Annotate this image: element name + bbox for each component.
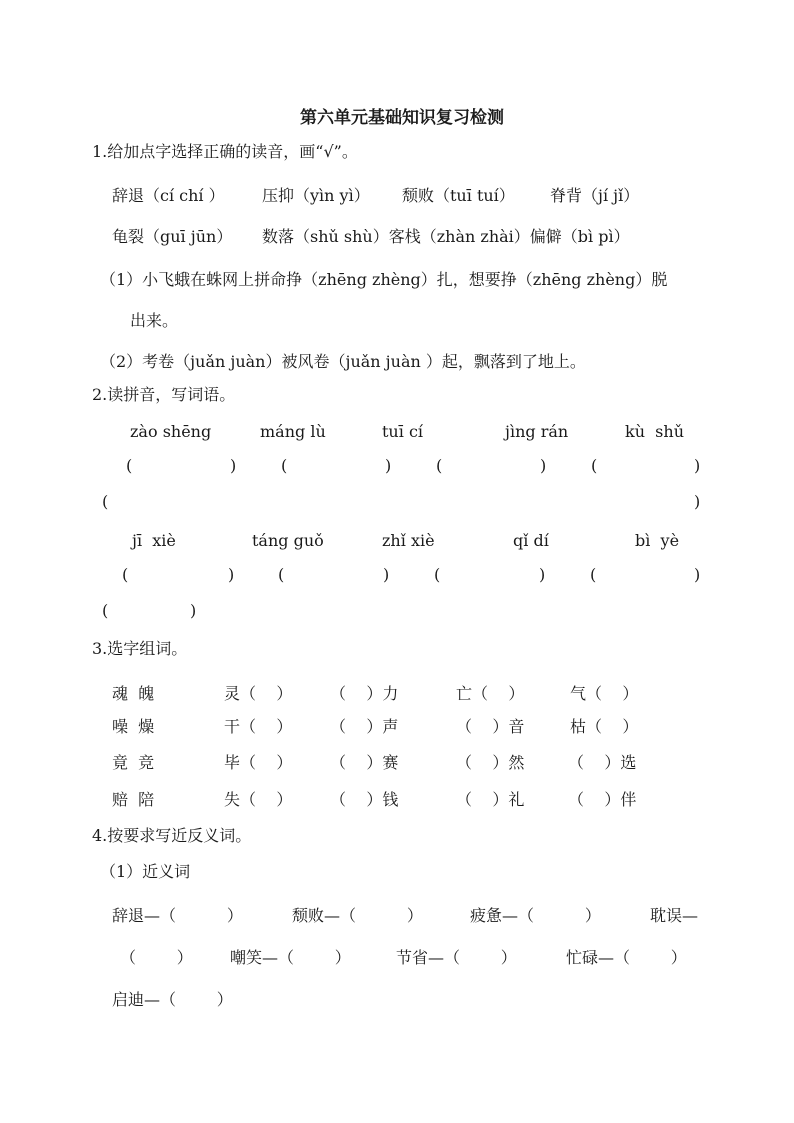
answer-paren-close: )	[190, 601, 197, 620]
synonym-item: 辞退—（ ）	[112, 906, 243, 925]
q1-sentence-1: （1）小飞蛾在蛛网上拼命挣（zhēng zhèng）扎，想要挣（zhēng zhèng）脱	[100, 270, 668, 289]
answer-paren-close: )	[385, 456, 392, 475]
pinyin: zào shēng	[130, 422, 212, 441]
pinyin: táng guǒ	[252, 531, 324, 550]
synonym-item: 颓败—（ ）	[292, 906, 423, 925]
q1-sentence-2: （2）考卷（juǎn juàn）被风卷（juǎn juàn ）起，飘落到了地上。	[100, 352, 586, 371]
synonym-item: 嘲笑—（ ）	[230, 948, 351, 967]
answer-paren-open: (	[591, 456, 598, 475]
q3-blank: 亡（ ）	[456, 684, 525, 703]
answer-paren-open: (	[126, 456, 133, 475]
answer-paren-open: (	[434, 565, 441, 584]
synonym-item: 耽误—	[650, 906, 699, 925]
q4-sub-heading: （1）近义词	[100, 862, 191, 881]
answer-paren-open: (	[122, 565, 129, 584]
q3-chars: 噪 燥	[112, 717, 155, 736]
q1-item: 压抑（yìn yì）	[262, 186, 370, 205]
q1-sentence-1-cont: 出来。	[130, 311, 179, 330]
synonym-item: 忙碌—（ ）	[566, 948, 687, 967]
q3-blank: （ ）伴	[568, 790, 637, 809]
answer-paren-close: )	[230, 456, 237, 475]
pinyin: tuī cí	[382, 422, 424, 441]
q3-blank: （ ）然	[456, 753, 525, 772]
q1-item: 龟裂（guī jūn）	[112, 227, 233, 246]
q3-blank: （ ）选	[568, 753, 637, 772]
pinyin: kù shǔ	[625, 422, 684, 441]
q3-heading: 3.选字组词。	[92, 639, 188, 658]
q3-blank: （ ）声	[330, 717, 399, 736]
q3-blank: （ ）礼	[456, 790, 525, 809]
answer-paren-open: (	[590, 565, 597, 584]
pinyin: bì yè	[635, 531, 680, 550]
q3-blank: 干（ ）	[224, 717, 293, 736]
page-title: 第六单元基础知识复习检测	[300, 108, 504, 128]
q3-blank: 灵（ ）	[224, 684, 293, 703]
answer-paren-close: )	[694, 456, 701, 475]
synonym-item: 启迪—（ ）	[112, 990, 233, 1009]
answer-paren-close: )	[539, 565, 546, 584]
answer-paren-open: (	[102, 492, 109, 511]
q3-blank: （ ）力	[330, 684, 399, 703]
pinyin: máng lù	[260, 422, 326, 441]
pinyin: zhǐ xiè	[382, 531, 435, 550]
q2-heading: 2.读拼音，写词语。	[92, 385, 236, 404]
q3-blank: 枯（ ）	[570, 717, 639, 736]
synonym-item: 节省—（ ）	[396, 948, 517, 967]
q1-item: 颓败（tuī tuí）	[402, 186, 515, 205]
q3-blank: 毕（ ）	[224, 753, 293, 772]
synonym-item: （ ）	[120, 948, 193, 967]
pinyin: jìng rán	[505, 422, 569, 441]
answer-paren-open: (	[281, 456, 288, 475]
q1-item: 辞退（cí chí ）	[112, 186, 225, 205]
q3-blank: 失（ ）	[224, 790, 293, 809]
answer-paren-close: )	[383, 565, 390, 584]
pinyin: jī xiè	[132, 531, 176, 550]
q3-chars: 赔 陪	[112, 790, 155, 809]
synonym-item: 疲惫—（ ）	[470, 906, 601, 925]
q4-heading: 4.按要求写近反义词。	[92, 826, 252, 845]
pinyin: qǐ dí	[513, 531, 549, 550]
answer-paren-close: )	[540, 456, 547, 475]
answer-paren-open: (	[436, 456, 443, 475]
answer-paren-close: )	[694, 565, 701, 584]
q1-item: 数落（shǔ shù）客栈（zhàn zhài）偏僻（bì pì）	[262, 227, 630, 246]
q3-chars: 竟 竞	[112, 753, 155, 772]
answer-paren-close: )	[694, 492, 701, 511]
q3-blank: （ ）音	[456, 717, 525, 736]
q1-item: 脊背（jí jǐ）	[550, 186, 640, 205]
q1-heading: 1.给加点字选择正确的读音，画“√”。	[92, 142, 358, 161]
q3-blank: （ ）赛	[330, 753, 399, 772]
answer-paren-open: (	[278, 565, 285, 584]
q3-blank: 气（ ）	[570, 684, 639, 703]
answer-paren-close: )	[228, 565, 235, 584]
q3-blank: （ ）钱	[330, 790, 399, 809]
q3-chars: 魂 魄	[112, 684, 155, 703]
answer-paren-open: (	[102, 601, 109, 620]
